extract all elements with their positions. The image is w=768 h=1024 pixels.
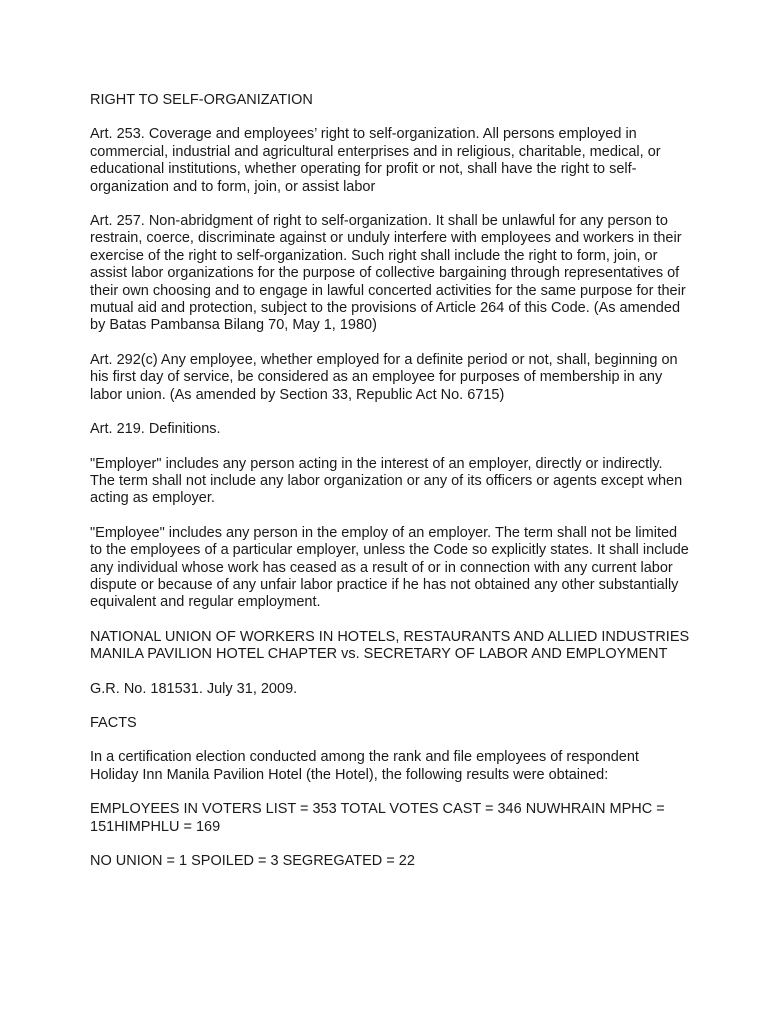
employee-definition: "Employee" includes any person in the employ of an employer. The term shall not be limited to the employees of a particular employer, unless the Code so explicitly states. It shall include any individual whose work has ceased as a result of or in connection with any current labor dispute or because of any unfair labor practice if he has not obtained any other substantially equivalent and regular employment. — [90, 524, 689, 611]
election-results-line-1: EMPLOYEES IN VOTERS LIST = 353 TOTAL VOTES CAST = 346 NUWHRAIN MPHC = 151HIMPHLU = 169 — [90, 801, 665, 835]
case-title: NATIONAL UNION OF WORKERS IN HOTELS, RESTAURANTS AND ALLIED INDUSTRIES MANILA PAVILION HOTEL CHAPTER vs. SECRETARY OF LABOR AND EMPLOYMENT — [90, 628, 690, 663]
article-257-paragraph: Art. 257. Non-abridgment of right to self-organization. It shall be unlawful for any person to restrain, coerce, discriminate against or unduly interfere with employees and workers in their exercise of the right to self-organization. Such right shall include the right to form, join, or assist labor organizations for the purpose of collective bargaining through representatives of their own choosing and to engage in lawful concerted activities for the same purpose for their mutual aid and protection, subject to the provisions of Article 264 of this Code. (As amended by Batas Pambansa Bilang 70, May 1, 1980) — [90, 213, 686, 334]
document-title: RIGHT TO SELF-ORGANIZATION — [90, 92, 313, 108]
facts-heading: FACTS — [90, 714, 137, 731]
article-219-heading: Art. 219. Definitions. — [90, 421, 221, 438]
employer-definition: "Employer" includes any person acting in the interest of an employer, directly or indirectly. The term shall not include any labor organization or any of its officers or agents except when acting as employer. — [90, 455, 683, 507]
article-292c-paragraph: Art. 292(c) Any employee, whether employed for a definite period or not, shall, beginning on his first day of service, be considered as an employee for purposes of membership in any labor union. (As amended by Section 33, Republic Act No. 6715) — [90, 351, 678, 403]
election-results-line-2: NO UNION = 1 SPOILED = 3 SEGREGATED = 22 — [90, 853, 415, 869]
article-253-paragraph: Art. 253. Coverage and employees’ right to self-organization. All persons employed in commercial, industrial and agricultural enterprises and in religious, charitable, medical, or educational institutions, whether operating for profit or not, shall have the right to self-organization and to form, join, or assist labor — [90, 126, 661, 195]
facts-intro: In a certification election conducted among the rank and file employees of respondent Holiday Inn Manila Pavilion Hotel (the Hotel), the following results were obtained: — [90, 749, 639, 783]
document-page — [90, 92, 690, 887]
case-number: G.R. No. 181531. July 31, 2009. — [90, 680, 298, 697]
